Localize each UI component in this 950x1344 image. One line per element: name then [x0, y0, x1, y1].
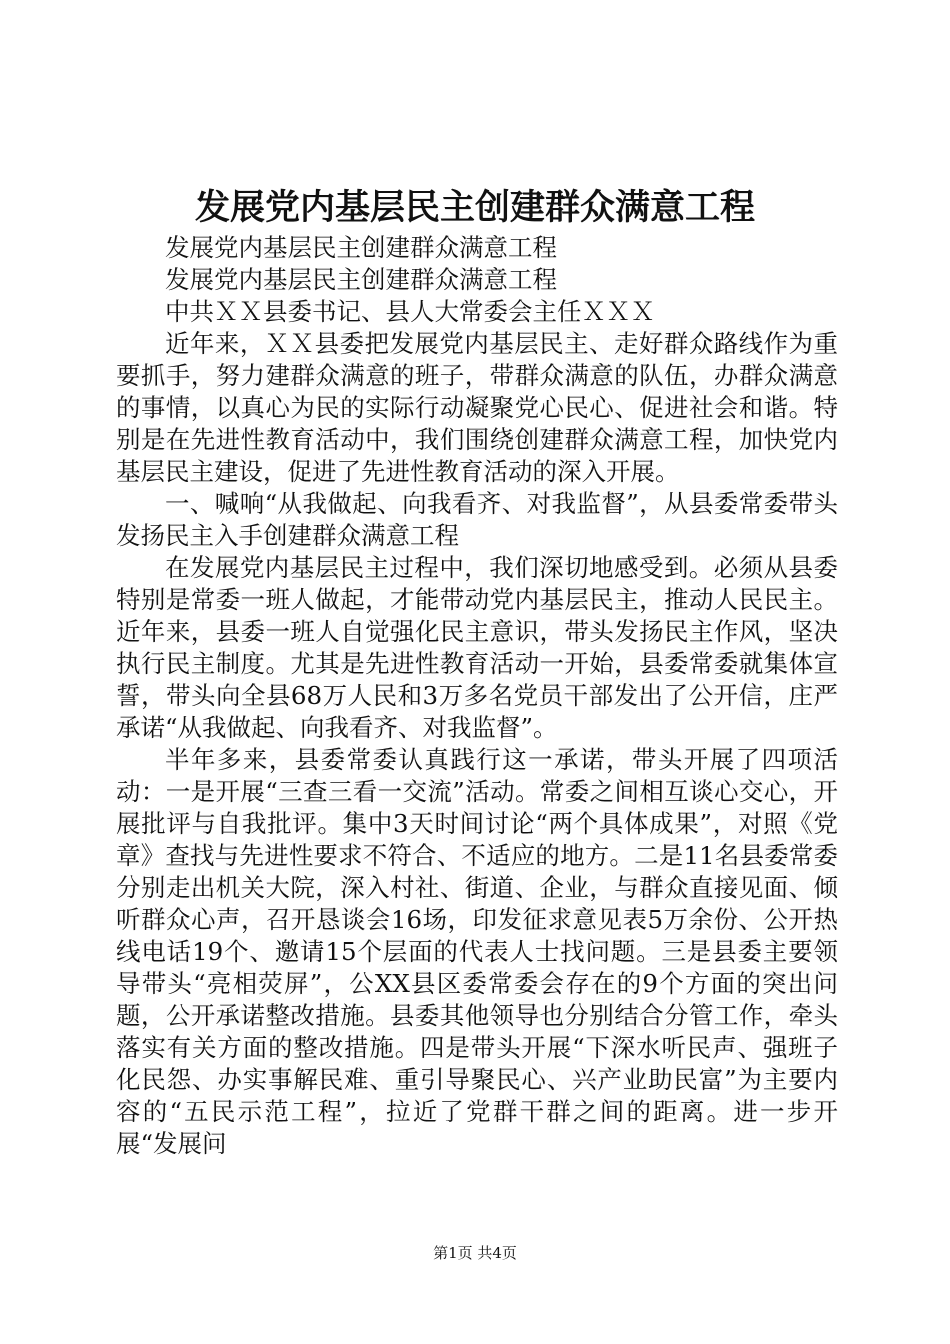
paragraph-subtitle-2: 发展党内基层民主创建群众满意工程	[165, 265, 557, 294]
document-title: 发展党内基层民主创建群众满意工程	[194, 187, 755, 228]
paragraph-subtitle-1: 发展党内基层民主创建群众满意工程	[165, 233, 557, 262]
paragraph-body-1: 在发展党内基层民主过程中，我们深切地感受到。必须从县委特别是常委一班人做起，才能带动党内基层民主，推动人民民主。近年来，县委一班人自觉强化民主意识，带头发扬民主作风，坚决执行民主制度。尤其是先进性教育活动一开始，县委常委就集体宣誓，带头向全县68万人民和3万多名党员干部发出了公开信，庄严承诺“从我做起、向我看齐、对我监督”。	[116, 553, 838, 742]
paragraph-intro: 近年来，ＸＸ县委把发展党内基层民主、走好群众路线作为重要抓手，努力建群众满意的班子，带群众满意的队伍，办群众满意的事情，以真心为民的实际行动凝聚党心民心、促进社会和谐。特别是在先进性教育活动中，我们围绕创建群众满意工程，加快党内基层民主建设，促进了先进性教育活动的深入开展。	[116, 329, 838, 486]
paragraph-section-heading: 一、喊响“从我做起、向我看齐、对我监督”，从县委常委带头发扬民主入手创建群众满意工程	[116, 489, 838, 550]
paragraph-body-2: 半年多来，县委常委认真践行这一承诺，带头开展了四项活动：一是开展“三查三看一交流”活动。常委之间相互谈心交心，开展批评与自我批评。集中3天时间讨论“两个具体成果”，对照《党章》查找与先进性要求不符合、不适应的地方。二是11名县委常委分别走出机关大院，深入村社、街道、企业，与群众直接见面、倾听群众心声，召开恳谈会16场，印发征求意见表5万余份、公开热线电话19个、邀请15个层面的代表人士找问题。三是县委主要领导带头“亮相荧屏”，公XX县区委常委会存在的9个方面的突出问题，公开承诺整改措施。县委其他领导也分别结合分管工作，牵头落实有关方面的整改措施。四是带头开展“下深水听民声、强班子化民怨、办实事解民难、重引导聚民心、兴产业助民富”为主要内容的“五民示范工程”，拉近了党群干群之间的距离。进一步开展“发展问	[116, 745, 838, 1158]
document-body	[116, 232, 838, 1160]
page-footer: 第1页 共4页	[433, 1244, 517, 1262]
paragraph-author: 中共ＸＸ县委书记、县人大常委会主任ＸＸＸ	[165, 297, 655, 326]
